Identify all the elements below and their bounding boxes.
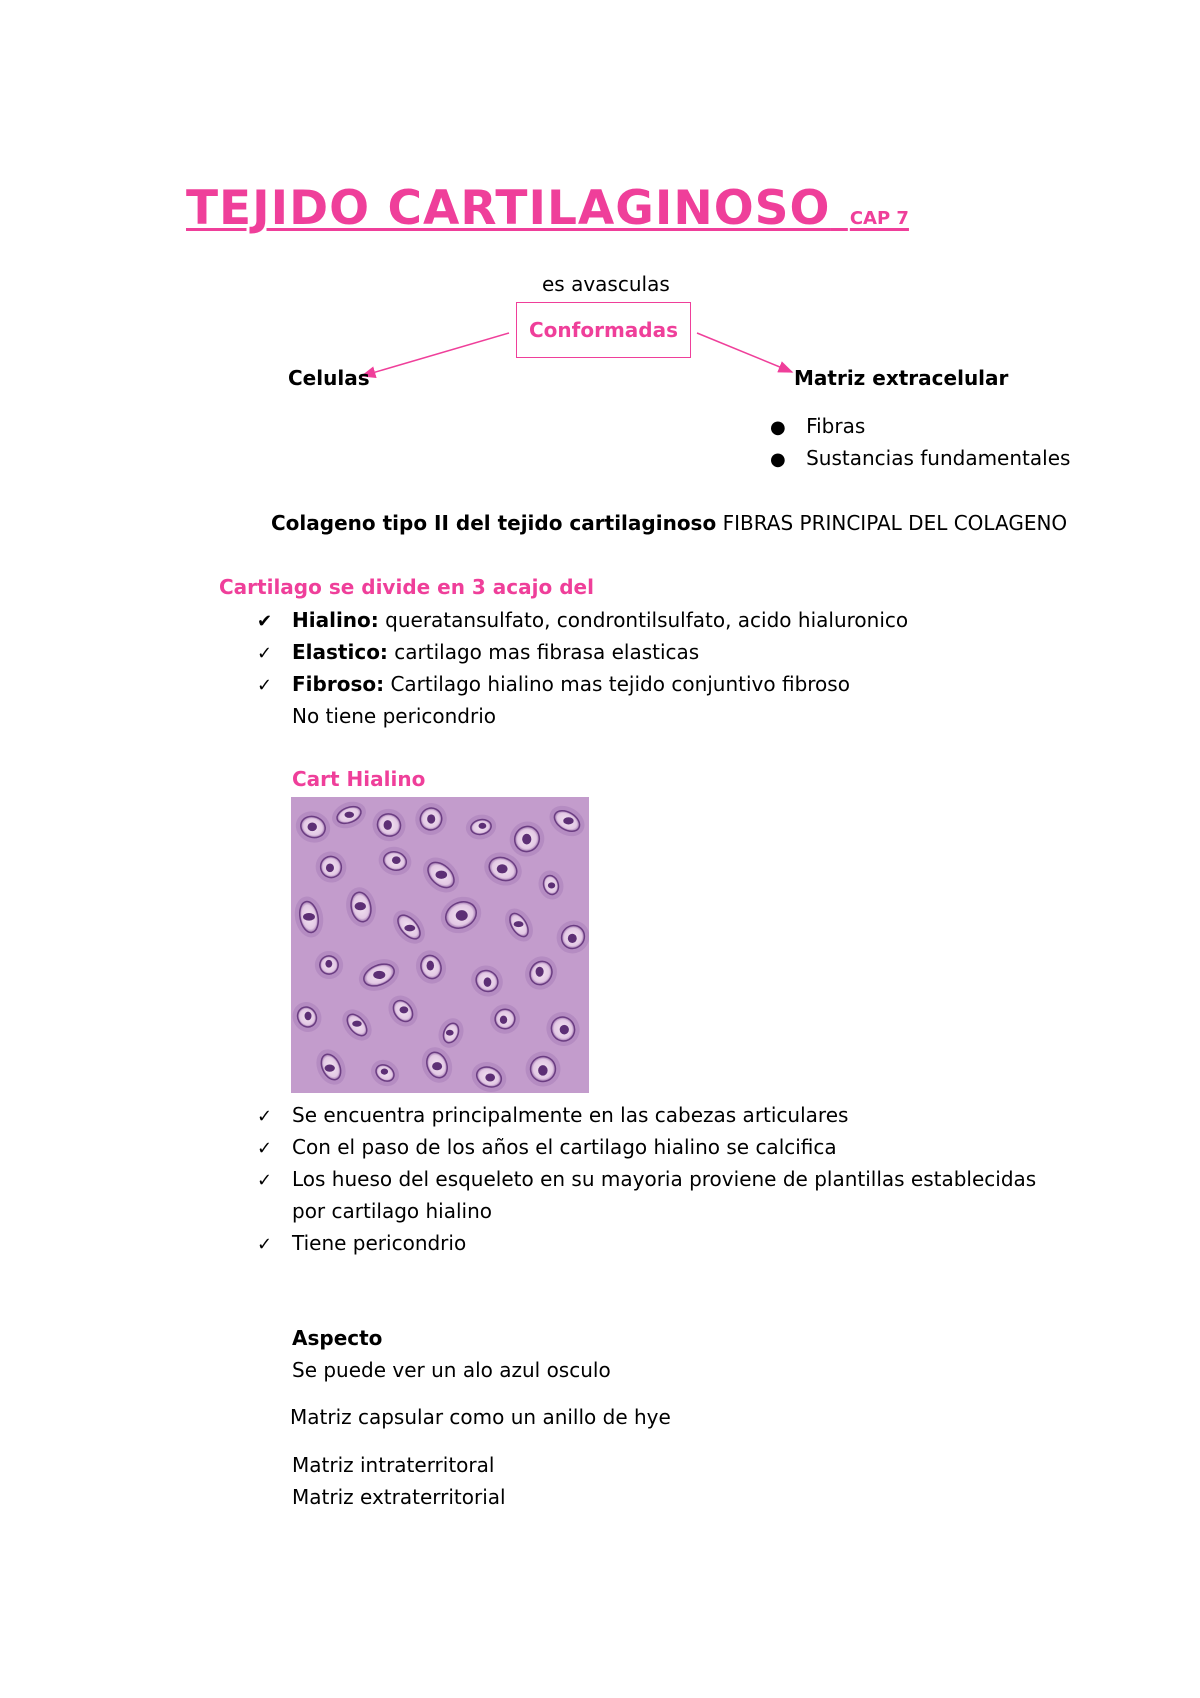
check-icon: ✔ <box>257 611 273 632</box>
hialino-heading: Cart Hialino <box>292 767 426 791</box>
list-item: ● Fibras <box>770 414 866 438</box>
check-icon: ✓ <box>257 1170 273 1191</box>
list-item: ✓ Elastico: cartilago mas fibrasa elasticas <box>257 640 700 664</box>
division-heading: Cartilago se divide en 3 acajo del <box>219 575 594 599</box>
micrograph-image <box>291 797 589 1093</box>
chapter-label: CAP 7 <box>849 208 909 229</box>
colageno-line: Colageno tipo II del tejido cartilaginoso FIBRAS PRINCIPAL DEL COLAGENO <box>271 511 1068 535</box>
bullet-icon: ● <box>770 417 786 438</box>
check-icon: ✓ <box>257 1106 273 1127</box>
check-icon: ✓ <box>257 1138 273 1159</box>
check-icon: ✓ <box>257 643 273 664</box>
list-item: ✓ Los hueso del esqueleto en su mayoria proviene de plantillas establecidas <box>257 1167 1037 1191</box>
list-item: ✓ Con el paso de los años el cartilago hialino se calcifica <box>257 1135 837 1159</box>
arrow-to-celulas <box>362 333 509 376</box>
list-item: ● Sustancias fundamentales <box>770 446 1071 470</box>
aspecto-line: Se puede ver un alo azul osculo <box>292 1358 611 1382</box>
aspecto-line: Matriz capsular como un anillo de hye <box>290 1405 671 1429</box>
bullet-icon: ● <box>770 449 786 470</box>
list-item: ✓ Se encuentra principalmente en las cabezas articulares <box>257 1103 849 1127</box>
page-title: TEJIDO CARTILAGINOSO CAP 7 <box>186 181 909 236</box>
list-item: ✓ Fibroso: Cartilago hialino mas tejido conjuntivo fibroso <box>257 672 850 696</box>
diagram-arrows <box>0 0 1200 420</box>
list-item: ✓ Tiene pericondrio <box>257 1231 467 1255</box>
check-icon: ✓ <box>257 1234 273 1255</box>
note-line: No tiene pericondrio <box>292 704 496 728</box>
conformadas-box: Conformadas <box>516 302 691 358</box>
aspecto-line: Matriz extraterritorial <box>292 1485 506 1509</box>
check-icon: ✓ <box>257 675 273 696</box>
aspecto-line: Matriz intraterritoral <box>292 1453 495 1477</box>
list-item-continuation: por cartilago hialino <box>292 1199 492 1223</box>
avascular-note: es avasculas <box>542 272 670 296</box>
celulas-label: Celulas <box>288 366 370 390</box>
list-item: ✔ Hialino: queratansulfato, condrontilsulfato, acido hialuronico <box>257 608 909 632</box>
matriz-label: Matriz extracelular <box>794 366 1009 390</box>
arrow-to-matriz <box>697 333 792 372</box>
aspecto-heading: Aspecto <box>292 1326 383 1350</box>
